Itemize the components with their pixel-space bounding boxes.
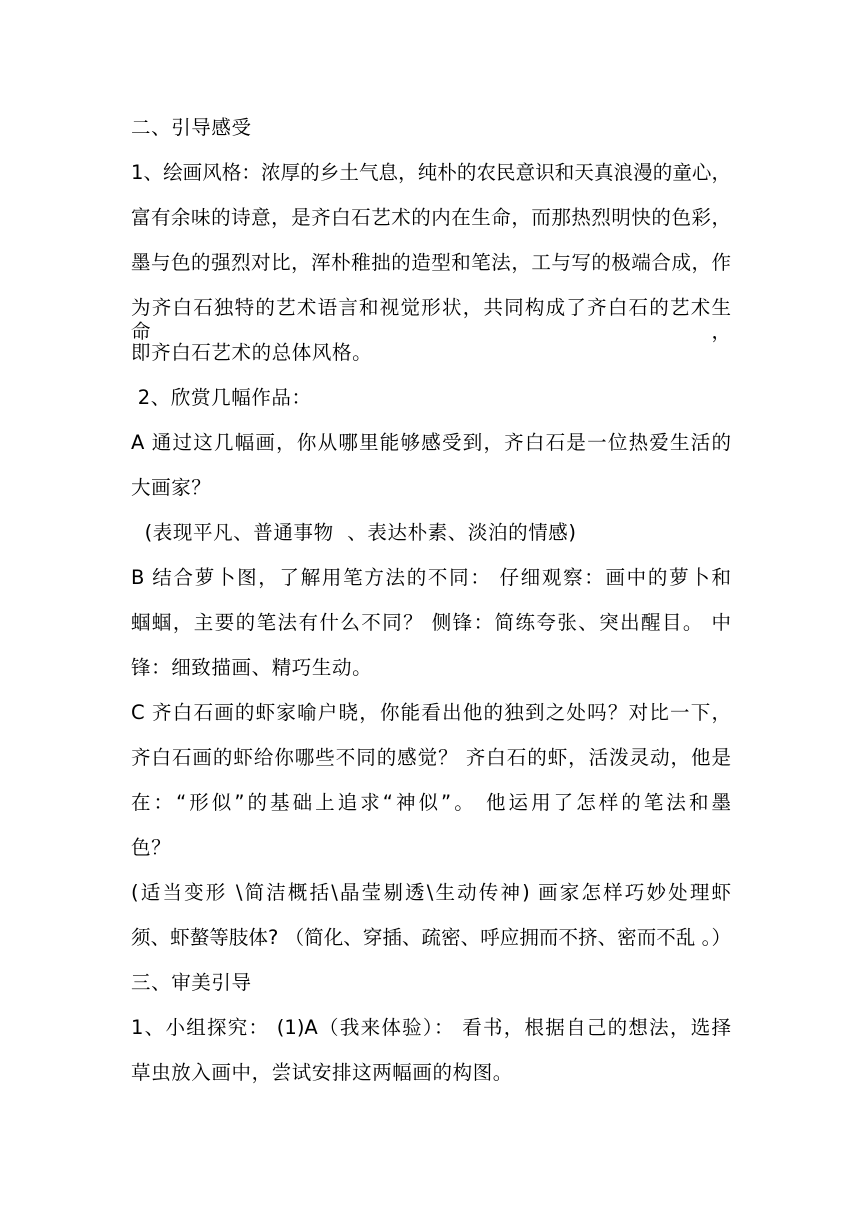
paragraph-line: 蝈蝈，主要的笔法有什么不同？ 侧锋：简练夸张、突出醒目。 中 [131,611,731,634]
paragraph-line: C 齐白石画的虾家喻户晓，你能看出他的独到之处吗？对比一下， [131,701,731,724]
paragraph-line: (表现平凡、普通事物 、表达朴素、淡泊的情感) [131,521,577,544]
section-heading-aesthetic: 三、审美引导 [131,971,252,994]
paragraph-line: 1、小组探究： (1)A（我来体验）： 看书，根据自己的想法，选择 [131,1016,731,1039]
paragraph-line: (适当变形 \简洁概括\晶莹剔透\生动传神) 画家怎样巧妙处理虾 [131,881,731,904]
paragraph-line: 齐白石画的虾给你哪些不同的感觉？ 齐白石的虾，活泼灵动，他是 [131,746,731,769]
paragraph-line: 富有余味的诗意，是齐白石艺术的内在生命，而那热烈明快的色彩， [131,206,731,229]
paragraph-line: 锋：细致描画、精巧生动。 [131,656,373,679]
paragraph-line: 1、绘画风格：浓厚的乡土气息，纯朴的农民意识和天真浪漫的童心， [131,161,731,184]
paragraph-line: 草虫放入画中，尝试安排这两幅画的构图。 [131,1061,513,1084]
subheading-appreciate: 2、欣赏几幅作品： [131,386,312,409]
paragraph-line: 色？ [131,836,172,859]
paragraph-line: 须、虾螯等肢体? （简化、穿插、疏密、呼应拥而不挤、密而不乱 。） [131,926,731,949]
paragraph-line: 即齐白石艺术的总体风格。 [131,341,373,364]
paragraph-line: 为齐白石独特的艺术语言和视觉形状，共同构成了齐白石的艺术生命， [131,296,731,343]
paragraph-line: B 结合萝卜图，了解用笔方法的不同： 仔细观察：画中的萝卜和 [131,566,731,589]
section-heading-guide: 二、引导感受 [131,116,252,139]
paragraph-line: 墨与色的强烈对比，浑朴稚拙的造型和笔法，工与写的极端合成，作 [131,251,731,274]
paragraph-line: 大画家？ [131,476,212,499]
paragraph-line: 在：“形似”的基础上追求“神似”。 他运用了怎样的笔法和墨 [131,791,731,814]
paragraph-line: A 通过这几幅画，你从哪里能够感受到，齐白石是一位热爱生活的 [131,431,731,454]
